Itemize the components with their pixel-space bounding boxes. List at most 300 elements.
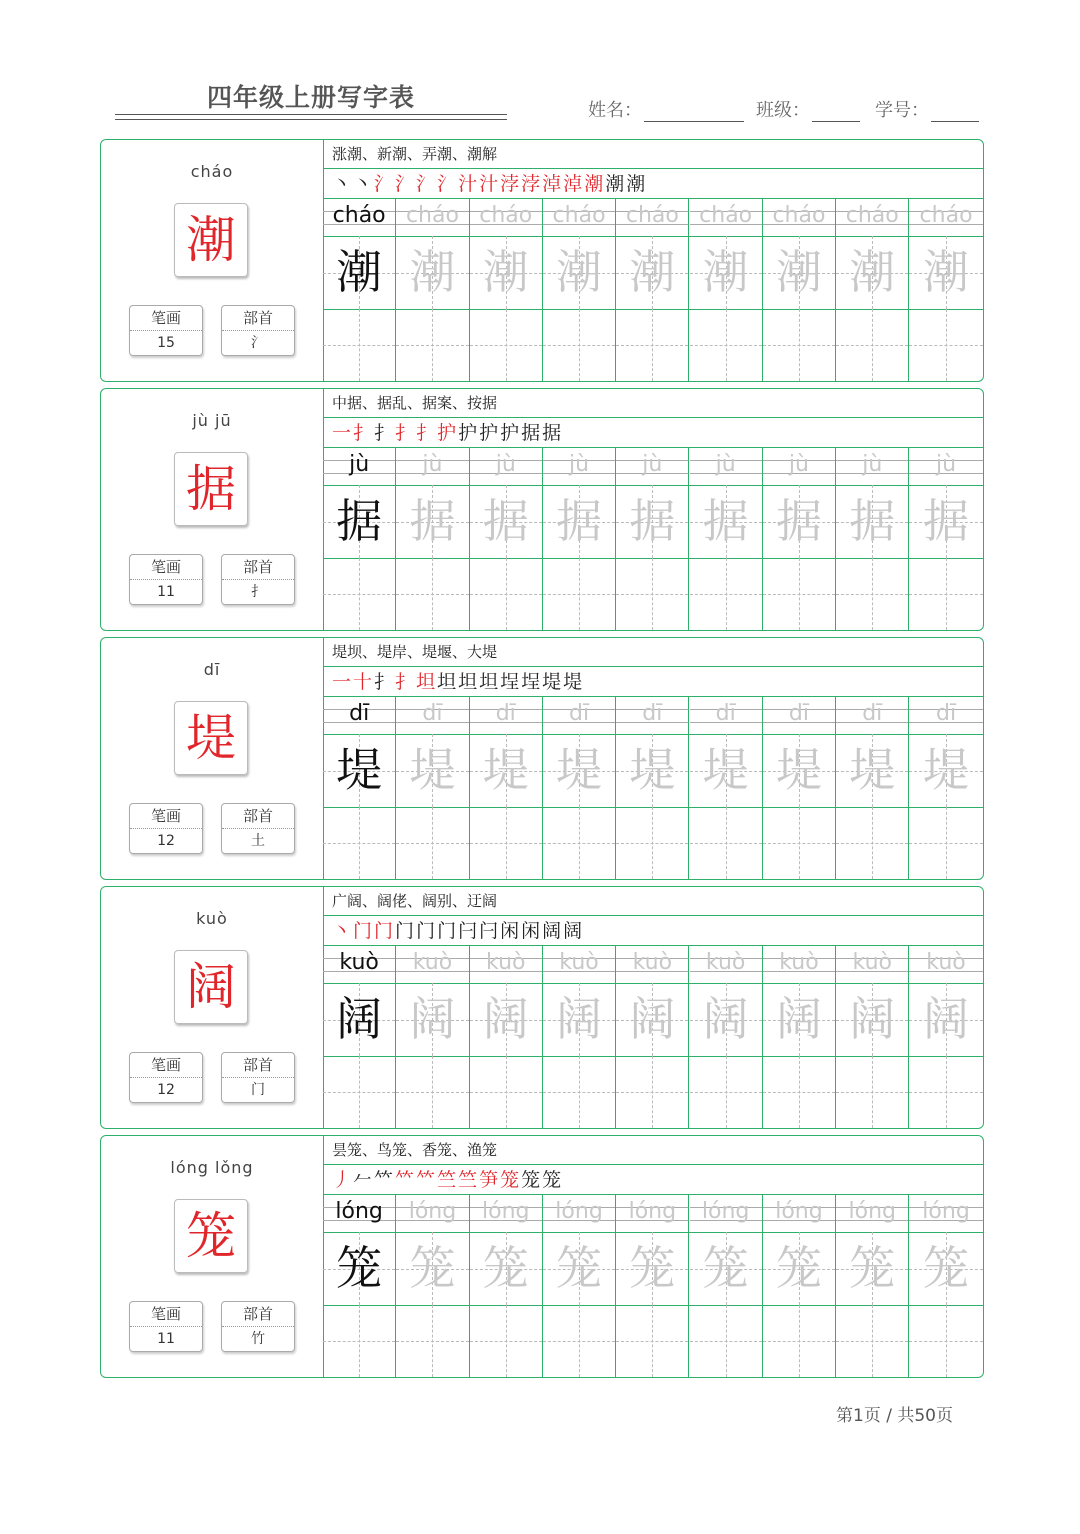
writing-cell[interactable] (543, 807, 616, 879)
tracing-cell (323, 734, 396, 807)
tracing-cell[interactable] (543, 1232, 616, 1305)
pinyin-cell[interactable] (470, 448, 543, 485)
stroke-step: 十 (353, 671, 375, 693)
stroke-step: 扌 (416, 422, 438, 444)
pinyin-cell[interactable] (763, 199, 836, 236)
pinyin-cell[interactable] (690, 448, 763, 485)
stroke-count-box (129, 803, 203, 854)
char-pinyin: jù jū (192, 411, 232, 430)
stroke-step: 氵 (395, 173, 417, 195)
word-list: 昙笼、鸟笼、香笼、渔笼 (323, 1136, 983, 1165)
title-underline-2 (115, 119, 507, 120)
tracing-cell[interactable] (470, 485, 543, 558)
tracing-character: 笼 (336, 1241, 383, 1295)
stroke-count-value: 12 (157, 833, 175, 849)
tracing-cell[interactable] (470, 983, 543, 1056)
pinyin-cell[interactable] (543, 448, 616, 485)
stroke-count-label: 笔画 (130, 306, 202, 331)
pinyin-text: kuò (779, 950, 819, 975)
writing-cell[interactable] (909, 309, 982, 381)
writing-cell[interactable] (909, 558, 982, 630)
pinyin-text: dī (569, 701, 590, 726)
tracing-cell[interactable] (543, 236, 616, 309)
writing-cell[interactable] (616, 807, 689, 879)
writing-cell[interactable] (396, 558, 469, 630)
writing-cell[interactable] (470, 1305, 543, 1377)
tracing-character: 潮 (482, 245, 529, 299)
stroke-step: 闩 (458, 920, 480, 942)
title-underline (115, 114, 507, 115)
radical-value: 门 (251, 1082, 265, 1098)
stroke-step: 门 (353, 920, 375, 942)
pinyin-cell[interactable] (396, 697, 469, 734)
stroke-step: 闲 (521, 920, 543, 942)
tracing-cell[interactable] (763, 734, 836, 807)
pinyin-cell[interactable] (909, 199, 982, 236)
stroke-order (323, 169, 983, 199)
pinyin-row (323, 199, 983, 237)
stroke-count-value: 12 (157, 1082, 175, 1098)
writing-cell[interactable] (323, 558, 396, 630)
pinyin-cell (323, 1195, 396, 1232)
tracing-character: 阔 (482, 992, 529, 1046)
radical-box (221, 1052, 295, 1103)
stroke-step: 闲 (500, 920, 522, 942)
tracing-character: 潮 (556, 245, 603, 299)
pinyin-text: kuò (926, 950, 966, 975)
pinyin-cell[interactable] (543, 1195, 616, 1232)
stroke-order (323, 667, 983, 697)
tracing-cell (323, 485, 396, 558)
writing-cell[interactable] (763, 558, 836, 630)
stroke-step: 护 (437, 422, 459, 444)
pinyin-text: jù (569, 452, 590, 477)
writing-cell[interactable] (616, 558, 689, 630)
tracing-cell[interactable] (543, 485, 616, 558)
tracing-cell[interactable] (763, 1232, 836, 1305)
pinyin-cell[interactable] (470, 199, 543, 236)
class-field[interactable] (756, 96, 860, 122)
pinyin-cell[interactable] (396, 1195, 469, 1232)
radical-label: 部首 (222, 306, 294, 331)
tracing-character: 笼 (702, 1241, 749, 1295)
stroke-step: 护 (500, 422, 522, 444)
char-pinyin: cháo (190, 162, 234, 181)
writing-cell[interactable] (909, 807, 982, 879)
pinyin-cell[interactable] (470, 697, 543, 734)
pinyin-cell[interactable] (543, 946, 616, 983)
pinyin-row (323, 946, 983, 984)
practice-panel (323, 140, 983, 381)
tracing-cell[interactable] (690, 236, 763, 309)
practice-panel (323, 1136, 983, 1377)
writing-cell[interactable] (543, 1305, 616, 1377)
pinyin-text: dī (715, 701, 736, 726)
tracing-character: 阔 (775, 992, 822, 1046)
stroke-count-value: 15 (157, 335, 175, 351)
practice-panel (323, 638, 983, 879)
pinyin-cell (323, 946, 396, 983)
student-id-blank[interactable] (931, 103, 979, 122)
char-info-panel (101, 1136, 324, 1377)
pinyin-text: cháo (625, 203, 679, 228)
tracing-character: 潮 (775, 245, 822, 299)
tracing-character: 笼 (482, 1241, 529, 1295)
stroke-step: 堤 (542, 671, 564, 693)
stroke-step: 埕 (521, 671, 543, 693)
pinyin-cell[interactable] (690, 199, 763, 236)
stroke-step: 浡 (500, 173, 522, 195)
pinyin-text: jù (862, 452, 883, 477)
writing-cell[interactable] (616, 1305, 689, 1377)
pinyin-row (323, 1195, 983, 1233)
tracing-cell[interactable] (616, 236, 689, 309)
radical-value: 氵 (251, 335, 265, 351)
stroke-step: 笋 (479, 1169, 501, 1191)
tracing-cell[interactable] (690, 734, 763, 807)
tracing-character: 堤 (702, 743, 749, 797)
pinyin-cell[interactable] (543, 199, 616, 236)
pinyin-cell (323, 448, 396, 485)
class-blank[interactable] (812, 103, 860, 122)
tracing-character: 阔 (409, 992, 456, 1046)
stroke-step: 堤 (563, 671, 585, 693)
stroke-step: 竺 (458, 1169, 480, 1191)
writing-cell[interactable] (323, 309, 396, 381)
writing-cell[interactable] (470, 1056, 543, 1128)
stroke-step: 丿 (332, 1169, 354, 1191)
tracing-character: 笼 (556, 1241, 603, 1295)
pinyin-cell[interactable] (836, 199, 909, 236)
pinyin-text: lóng (922, 1199, 970, 1224)
name-label: 姓名： (588, 100, 642, 121)
pinyin-text: cháo (332, 203, 386, 228)
stroke-step: 埕 (500, 671, 522, 693)
stroke-step: 扌 (395, 422, 417, 444)
writing-cell[interactable] (396, 309, 469, 381)
tracing-cell[interactable] (396, 485, 469, 558)
writing-cell[interactable] (323, 807, 396, 879)
stroke-step: 一 (332, 422, 354, 444)
stroke-step: 潮 (605, 173, 627, 195)
page-number: 第1页 / 共50页 (836, 1406, 953, 1426)
name-blank[interactable] (644, 103, 744, 122)
writing-row (323, 1305, 983, 1377)
pinyin-cell[interactable] (690, 946, 763, 983)
tracing-character: 据 (923, 494, 970, 548)
radical-label: 部首 (222, 555, 294, 580)
writing-cell[interactable] (909, 1056, 982, 1128)
pinyin-cell[interactable] (396, 946, 469, 983)
tracing-cell[interactable] (396, 983, 469, 1056)
radical-value: 扌 (251, 584, 265, 600)
stroke-step: 坦 (437, 671, 459, 693)
pinyin-cell[interactable] (616, 1195, 689, 1232)
tracing-cell[interactable] (543, 983, 616, 1056)
pinyin-cell[interactable] (616, 697, 689, 734)
writing-cell[interactable] (616, 309, 689, 381)
tracing-cell[interactable] (763, 983, 836, 1056)
pinyin-text: cháo (919, 203, 973, 228)
writing-cell[interactable] (396, 1305, 469, 1377)
writing-row (323, 807, 983, 879)
word-list: 涨潮、新潮、弄潮、潮解 (323, 140, 983, 169)
pinyin-cell[interactable] (470, 1195, 543, 1232)
radical-label: 部首 (222, 804, 294, 829)
tracing-cell[interactable] (616, 1232, 689, 1305)
pinyin-cell[interactable] (763, 946, 836, 983)
pinyin-cell[interactable] (763, 1195, 836, 1232)
stroke-step: 护 (458, 422, 480, 444)
tracing-cell[interactable] (836, 1232, 909, 1305)
radical-box (221, 554, 295, 605)
tracing-cell[interactable] (543, 734, 616, 807)
pinyin-cell[interactable] (616, 448, 689, 485)
tracing-cell[interactable] (690, 1232, 763, 1305)
stroke-step: 𥫗 (416, 1169, 438, 1191)
stroke-count-box (129, 1301, 203, 1352)
pinyin-row (323, 448, 983, 486)
tracing-row (323, 1232, 983, 1306)
tracing-cell[interactable] (909, 1232, 982, 1305)
tracing-character: 据 (849, 494, 896, 548)
tracing-cell[interactable] (909, 485, 982, 558)
tracing-character: 笼 (775, 1241, 822, 1295)
tracing-cell (323, 236, 396, 309)
writing-cell[interactable] (836, 807, 909, 879)
word-list: 堤坝、堤岸、堤堰、大堤 (323, 638, 983, 667)
stroke-count-box (129, 305, 203, 356)
writing-cell[interactable] (763, 1305, 836, 1377)
stroke-step: 扌 (395, 671, 417, 693)
main-character: 笼 (174, 1199, 248, 1273)
writing-cell[interactable] (470, 309, 543, 381)
pinyin-text: dī (642, 701, 663, 726)
tracing-cell[interactable] (836, 734, 909, 807)
stroke-step: 坦 (458, 671, 480, 693)
writing-cell[interactable] (323, 1305, 396, 1377)
pinyin-text: cháo (845, 203, 899, 228)
tracing-character: 阔 (336, 992, 383, 1046)
tracing-row (323, 983, 983, 1057)
stroke-step: 𠂉 (353, 1169, 375, 1191)
stroke-step: 淖 (542, 173, 564, 195)
writing-cell[interactable] (543, 558, 616, 630)
pinyin-text: cháo (405, 203, 459, 228)
pinyin-cell[interactable] (836, 697, 909, 734)
stroke-step: 坦 (479, 671, 501, 693)
tracing-character: 据 (336, 494, 383, 548)
pinyin-text: jù (936, 452, 957, 477)
stroke-order (323, 916, 983, 946)
pinyin-cell[interactable] (909, 448, 982, 485)
pinyin-cell (323, 199, 396, 236)
pinyin-cell[interactable] (616, 199, 689, 236)
stroke-step: 扌 (374, 671, 396, 693)
tracing-character: 据 (409, 494, 456, 548)
pinyin-cell[interactable] (763, 697, 836, 734)
writing-cell[interactable] (836, 1056, 909, 1128)
tracing-row (323, 236, 983, 310)
tracing-character: 阔 (849, 992, 896, 1046)
tracing-cell[interactable] (616, 485, 689, 558)
tracing-cell[interactable] (396, 1232, 469, 1305)
tracing-cell[interactable] (616, 734, 689, 807)
pinyin-cell[interactable] (396, 199, 469, 236)
tracing-character: 据 (556, 494, 603, 548)
tracing-cell[interactable] (470, 236, 543, 309)
tracing-cell[interactable] (836, 485, 909, 558)
pinyin-text: kuò (705, 950, 746, 975)
writing-cell[interactable] (690, 1056, 763, 1128)
writing-cell[interactable] (909, 1305, 982, 1377)
stroke-step: 淖 (563, 173, 585, 195)
word-list: 中据、据乱、据案、按据 (323, 389, 983, 418)
pinyin-row (323, 697, 983, 735)
writing-cell[interactable] (396, 807, 469, 879)
stroke-step: 汁 (479, 173, 501, 195)
pinyin-text: kuò (412, 950, 453, 975)
writing-cell[interactable] (470, 807, 543, 879)
pinyin-text: dī (422, 701, 443, 726)
writing-cell[interactable] (763, 1056, 836, 1128)
practice-panel (323, 389, 983, 630)
stroke-count-label: 笔画 (130, 804, 202, 829)
tracing-cell[interactable] (690, 485, 763, 558)
stroke-step: 𥫗 (395, 1169, 417, 1191)
tracing-cell[interactable] (763, 485, 836, 558)
tracing-character: 堤 (482, 743, 529, 797)
stroke-step: 汁 (458, 173, 480, 195)
tracing-character: 笼 (849, 1241, 896, 1295)
writing-cell[interactable] (690, 807, 763, 879)
tracing-cell[interactable] (470, 734, 543, 807)
stroke-step: 丶 (332, 173, 354, 195)
tracing-character: 潮 (336, 245, 383, 299)
pinyin-text: kuò (632, 950, 673, 975)
writing-cell[interactable] (690, 558, 763, 630)
writing-row (323, 1056, 983, 1128)
stroke-step: 扌 (353, 422, 375, 444)
writing-cell[interactable] (690, 309, 763, 381)
pinyin-cell[interactable] (396, 448, 469, 485)
stroke-step: 阔 (563, 920, 585, 942)
pinyin-cell[interactable] (763, 448, 836, 485)
stroke-step: 阔 (542, 920, 564, 942)
tracing-cell[interactable] (763, 236, 836, 309)
stroke-step: 一 (332, 671, 354, 693)
pinyin-cell[interactable] (690, 1195, 763, 1232)
tracing-character: 据 (482, 494, 529, 548)
pinyin-cell[interactable] (836, 1195, 909, 1232)
pinyin-cell[interactable] (690, 697, 763, 734)
tracing-cell[interactable] (836, 236, 909, 309)
tracing-cell[interactable] (909, 734, 982, 807)
pinyin-cell[interactable] (909, 1195, 982, 1232)
pinyin-text: lóng (628, 1199, 677, 1224)
tracing-cell (323, 983, 396, 1056)
stroke-count-label: 笔画 (130, 1053, 202, 1078)
character-card (100, 637, 984, 880)
writing-cell[interactable] (690, 1305, 763, 1377)
writing-cell[interactable] (763, 807, 836, 879)
tracing-character: 潮 (409, 245, 456, 299)
name-field[interactable] (588, 96, 744, 122)
pinyin-cell[interactable] (616, 946, 689, 983)
writing-cell[interactable] (543, 1056, 616, 1128)
stroke-step: 𥫗 (374, 1169, 396, 1191)
stroke-step: 门 (437, 920, 459, 942)
pinyin-text: dī (495, 701, 516, 726)
writing-cell[interactable] (543, 309, 616, 381)
char-pinyin: kuò (196, 909, 228, 928)
pinyin-cell[interactable] (470, 946, 543, 983)
tracing-cell[interactable] (909, 236, 982, 309)
pinyin-text: jù (788, 452, 809, 477)
tracing-cell[interactable] (470, 1232, 543, 1305)
stroke-step: 氵 (416, 173, 438, 195)
tracing-character: 笼 (629, 1241, 676, 1295)
pinyin-text: cháo (699, 203, 753, 228)
tracing-character: 笼 (923, 1241, 970, 1295)
student-id-label: 学号： (875, 100, 929, 121)
tracing-character: 据 (702, 494, 749, 548)
pinyin-cell[interactable] (836, 946, 909, 983)
pinyin-text: kuò (559, 950, 599, 975)
pinyin-text: lóng (555, 1199, 603, 1224)
pinyin-cell[interactable] (836, 448, 909, 485)
writing-cell[interactable] (836, 1305, 909, 1377)
pinyin-cell[interactable] (543, 697, 616, 734)
stroke-step: 潮 (626, 173, 648, 195)
student-id-field[interactable] (875, 96, 979, 122)
pinyin-text: jù (495, 452, 516, 477)
tracing-cell[interactable] (836, 983, 909, 1056)
tracing-character: 据 (629, 494, 676, 548)
pinyin-text: cháo (772, 203, 826, 228)
tracing-cell[interactable] (616, 983, 689, 1056)
tracing-cell[interactable] (909, 983, 982, 1056)
pinyin-text: lóng (335, 1199, 383, 1224)
stroke-count-box (129, 554, 203, 605)
word-list: 广阔、阔佬、阔别、迂阔 (323, 887, 983, 916)
pinyin-text: lóng (408, 1199, 457, 1224)
writing-cell[interactable] (396, 1056, 469, 1128)
tracing-cell[interactable] (690, 983, 763, 1056)
char-pinyin: lóng lǒng (170, 1158, 254, 1177)
stroke-step: 扌 (374, 422, 396, 444)
char-pinyin: dī (203, 660, 221, 679)
main-character: 潮 (174, 203, 248, 277)
tracing-cell[interactable] (396, 734, 469, 807)
writing-cell[interactable] (323, 1056, 396, 1128)
pinyin-text: dī (349, 701, 370, 726)
pinyin-cell[interactable] (909, 946, 982, 983)
tracing-cell[interactable] (396, 236, 469, 309)
tracing-character: 阔 (702, 992, 749, 1046)
radical-box (221, 1301, 295, 1352)
writing-cell[interactable] (616, 1056, 689, 1128)
tracing-character: 堤 (923, 743, 970, 797)
writing-cell[interactable] (836, 309, 909, 381)
writing-cell[interactable] (836, 558, 909, 630)
writing-cell[interactable] (470, 558, 543, 630)
tracing-character: 阔 (629, 992, 676, 1046)
radical-label: 部首 (222, 1302, 294, 1327)
pinyin-cell[interactable] (909, 697, 982, 734)
writing-cell[interactable] (763, 309, 836, 381)
tracing-row (323, 485, 983, 559)
